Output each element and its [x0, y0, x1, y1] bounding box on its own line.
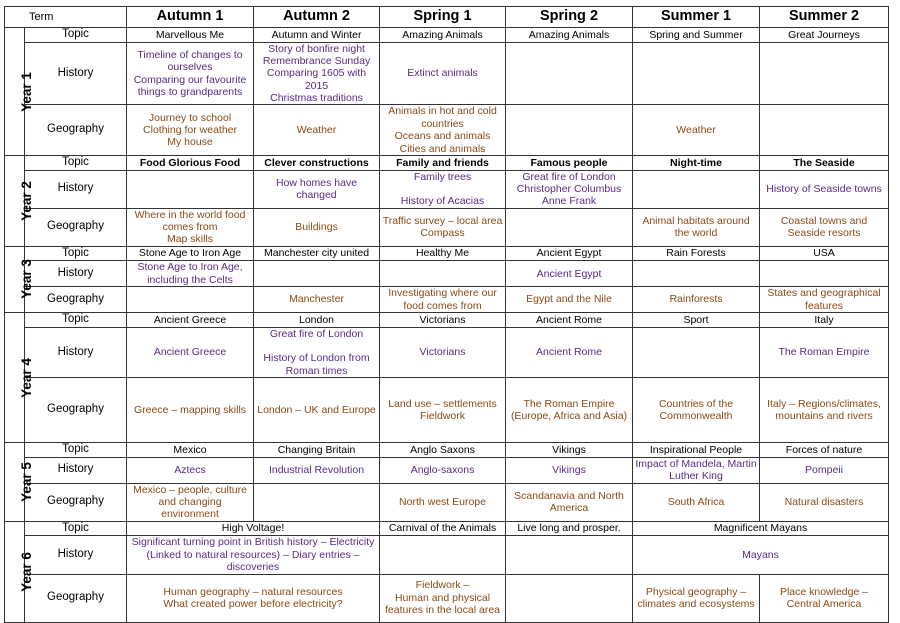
- geography-cell: London – UK and Europe: [254, 378, 380, 443]
- term-summer-1: Summer 1: [633, 7, 760, 28]
- term-spring-2: Spring 2: [506, 7, 633, 28]
- history-cell: Industrial Revolution: [254, 457, 380, 483]
- term-autumn-1: Autumn 1: [127, 7, 254, 28]
- history-cell: Impact of Mandela, Martin Luther King: [633, 457, 760, 483]
- geography-cell: Manchester: [254, 287, 380, 313]
- topic-cell: Healthy Me: [380, 246, 506, 261]
- term-spring-1: Spring 1: [380, 7, 506, 28]
- topic-cell: Manchester city united: [254, 246, 380, 261]
- row-label-topic: Topic: [25, 246, 127, 261]
- topic-cell: Carnival of the Animals: [380, 521, 506, 536]
- year-label: Year 5: [5, 443, 25, 522]
- header-row: [5, 7, 889, 28]
- history-cell: Mayans: [633, 536, 889, 574]
- history-cell: [506, 42, 633, 105]
- geography-row: [5, 378, 889, 443]
- geography-cell: North west Europe: [380, 483, 506, 521]
- topic-cell: Great Journeys: [760, 28, 889, 43]
- row-label-history: History: [25, 327, 127, 378]
- geography-row: [5, 574, 889, 622]
- history-cell: [633, 42, 760, 105]
- year-label: Year 1: [5, 28, 25, 156]
- row-label-topic: Topic: [25, 155, 127, 170]
- geography-cell: [506, 574, 633, 622]
- topic-cell: Sport: [633, 313, 760, 328]
- row-label-geography: Geography: [25, 378, 127, 443]
- row-label-history: History: [25, 42, 127, 105]
- geography-cell: Where in the world food comes from Map skills: [127, 208, 254, 246]
- row-label-history: History: [25, 457, 127, 483]
- term-summer-2: Summer 2: [760, 7, 889, 28]
- geography-cell: Weather: [254, 105, 380, 156]
- geography-cell: Greece – mapping skills: [127, 378, 254, 443]
- history-cell: [760, 261, 889, 287]
- topic-cell: High Voltage!: [127, 521, 380, 536]
- history-cell: How homes have changed: [254, 170, 380, 208]
- topic-cell: Vikings: [506, 443, 633, 458]
- geography-cell: Italy – Regions/climates, mountains and rivers: [760, 378, 889, 443]
- history-cell: [254, 261, 380, 287]
- year-label: Year 3: [5, 246, 25, 312]
- history-cell: Great fire of London History of London from Roman times: [254, 327, 380, 378]
- topic-cell: Magnificent Mayans: [633, 521, 889, 536]
- topic-cell: Mexico: [127, 443, 254, 458]
- history-cell: Aztecs: [127, 457, 254, 483]
- topic-cell: Ancient Greece: [127, 313, 254, 328]
- history-cell: Significant turning point in British history – Electricity (Linked to natural resources) – Diary entries – discoveries: [127, 536, 380, 574]
- history-cell: The Roman Empire: [760, 327, 889, 378]
- history-cell: Ancient Greece: [127, 327, 254, 378]
- history-row: [5, 42, 889, 105]
- term-header: Term: [5, 7, 127, 28]
- topic-cell: London: [254, 313, 380, 328]
- geography-cell: The Roman Empire (Europe, Africa and Asia): [506, 378, 633, 443]
- geography-cell: Place knowledge – Central America: [760, 574, 889, 622]
- geography-cell: Investigating where our food comes from: [380, 287, 506, 313]
- geography-cell: Coastal towns and Seaside resorts: [760, 208, 889, 246]
- history-cell: [380, 536, 506, 574]
- geography-cell: [506, 208, 633, 246]
- year-label: Year 2: [5, 155, 25, 246]
- history-row: [5, 536, 889, 574]
- topic-row: [5, 313, 889, 328]
- topic-cell: USA: [760, 246, 889, 261]
- geography-cell: Traffic survey – local area Compass: [380, 208, 506, 246]
- topic-cell: The Seaside: [760, 155, 889, 170]
- history-cell: Ancient Egypt: [506, 261, 633, 287]
- geography-cell: Weather: [633, 105, 760, 156]
- history-cell: Timeline of changes to ourselves Comparing our favourite things to grandparents: [127, 42, 254, 105]
- row-label-topic: Topic: [25, 28, 127, 43]
- history-cell: Anglo-saxons: [380, 457, 506, 483]
- year-label: Year 4: [5, 313, 25, 443]
- history-row: [5, 327, 889, 378]
- geography-cell: Scandanavia and North America: [506, 483, 633, 521]
- geography-cell: States and geographical features: [760, 287, 889, 313]
- topic-cell: Amazing Animals: [380, 28, 506, 43]
- topic-cell: Food Glorious Food: [127, 155, 254, 170]
- geography-cell: [760, 105, 889, 156]
- history-cell: Vikings: [506, 457, 633, 483]
- geography-cell: Physical geography – climates and ecosystems: [633, 574, 760, 622]
- row-label-geography: Geography: [25, 208, 127, 246]
- geography-cell: Egypt and the Nile: [506, 287, 633, 313]
- topic-cell: Ancient Rome: [506, 313, 633, 328]
- topic-cell: Rain Forests: [633, 246, 760, 261]
- history-cell: [633, 261, 760, 287]
- geography-cell: [127, 287, 254, 313]
- history-cell: [633, 170, 760, 208]
- geography-cell: Rainforests: [633, 287, 760, 313]
- history-cell: Victorians: [380, 327, 506, 378]
- topic-cell: Night-time: [633, 155, 760, 170]
- history-cell: Extinct animals: [380, 42, 506, 105]
- row-label-geography: Geography: [25, 287, 127, 313]
- history-row: [5, 261, 889, 287]
- topic-cell: Amazing Animals: [506, 28, 633, 43]
- history-cell: Great fire of London Christopher Columbus Anne Frank: [506, 170, 633, 208]
- history-row: [5, 457, 889, 483]
- history-cell: Story of bonfire night Remembrance Sunday Comparing 1605 with 2015 Christmas traditions: [254, 42, 380, 105]
- row-label-history: History: [25, 536, 127, 574]
- topic-cell: Autumn and Winter: [254, 28, 380, 43]
- topic-cell: Clever constructions: [254, 155, 380, 170]
- topic-row: [5, 28, 889, 43]
- geography-cell: Journey to school Clothing for weather My house: [127, 105, 254, 156]
- topic-cell: Anglo Saxons: [380, 443, 506, 458]
- row-label-geography: Geography: [25, 574, 127, 622]
- geography-row: [5, 208, 889, 246]
- curriculum-table: [4, 6, 889, 623]
- geography-row: [5, 483, 889, 521]
- row-label-topic: Topic: [25, 443, 127, 458]
- row-label-topic: Topic: [25, 313, 127, 328]
- topic-row: [5, 443, 889, 458]
- topic-cell: Italy: [760, 313, 889, 328]
- geography-cell: South Africa: [633, 483, 760, 521]
- history-cell: Family trees History of Acacias: [380, 170, 506, 208]
- geography-cell: [506, 105, 633, 156]
- geography-row: [5, 287, 889, 313]
- geography-cell: Countries of the Commonwealth: [633, 378, 760, 443]
- row-label-history: History: [25, 170, 127, 208]
- geography-row: [5, 105, 889, 156]
- geography-cell: Animal habitats around the world: [633, 208, 760, 246]
- geography-cell: Buildings: [254, 208, 380, 246]
- topic-row: [5, 155, 889, 170]
- geography-cell: Land use – settlements Fieldwork: [380, 378, 506, 443]
- history-cell: [506, 536, 633, 574]
- history-cell: [380, 261, 506, 287]
- topic-cell: Spring and Summer: [633, 28, 760, 43]
- history-cell: [127, 170, 254, 208]
- history-row: [5, 170, 889, 208]
- topic-cell: Famous people: [506, 155, 633, 170]
- term-autumn-2: Autumn 2: [254, 7, 380, 28]
- topic-cell: Family and friends: [380, 155, 506, 170]
- topic-cell: Changing Britain: [254, 443, 380, 458]
- year-label: Year 6: [5, 521, 25, 622]
- row-label-history: History: [25, 261, 127, 287]
- history-cell: History of Seaside towns: [760, 170, 889, 208]
- history-cell: Stone Age to Iron Age, including the Celts: [127, 261, 254, 287]
- topic-cell: Victorians: [380, 313, 506, 328]
- topic-cell: Marvellous Me: [127, 28, 254, 43]
- topic-cell: Forces of nature: [760, 443, 889, 458]
- row-label-geography: Geography: [25, 105, 127, 156]
- history-cell: [633, 327, 760, 378]
- row-label-geography: Geography: [25, 483, 127, 521]
- topic-cell: Live long and prosper.: [506, 521, 633, 536]
- geography-cell: [254, 483, 380, 521]
- topic-cell: Ancient Egypt: [506, 246, 633, 261]
- geography-cell: Natural disasters: [760, 483, 889, 521]
- history-cell: Pompeii: [760, 457, 889, 483]
- history-cell: [760, 42, 889, 105]
- history-cell: Ancient Rome: [506, 327, 633, 378]
- row-label-topic: Topic: [25, 521, 127, 536]
- geography-cell: Mexico – people, culture and changing environment: [127, 483, 254, 521]
- geography-cell: Fieldwork – Human and physical features in the local area: [380, 574, 506, 622]
- geography-cell: Animals in hot and cold countries Oceans and animals Cities and animals: [380, 105, 506, 156]
- topic-row: [5, 246, 889, 261]
- topic-cell: Inspirational People: [633, 443, 760, 458]
- topic-cell: Stone Age to Iron Age: [127, 246, 254, 261]
- geography-cell: Human geography – natural resources What created power before electricity?: [127, 574, 380, 622]
- topic-row: [5, 521, 889, 536]
